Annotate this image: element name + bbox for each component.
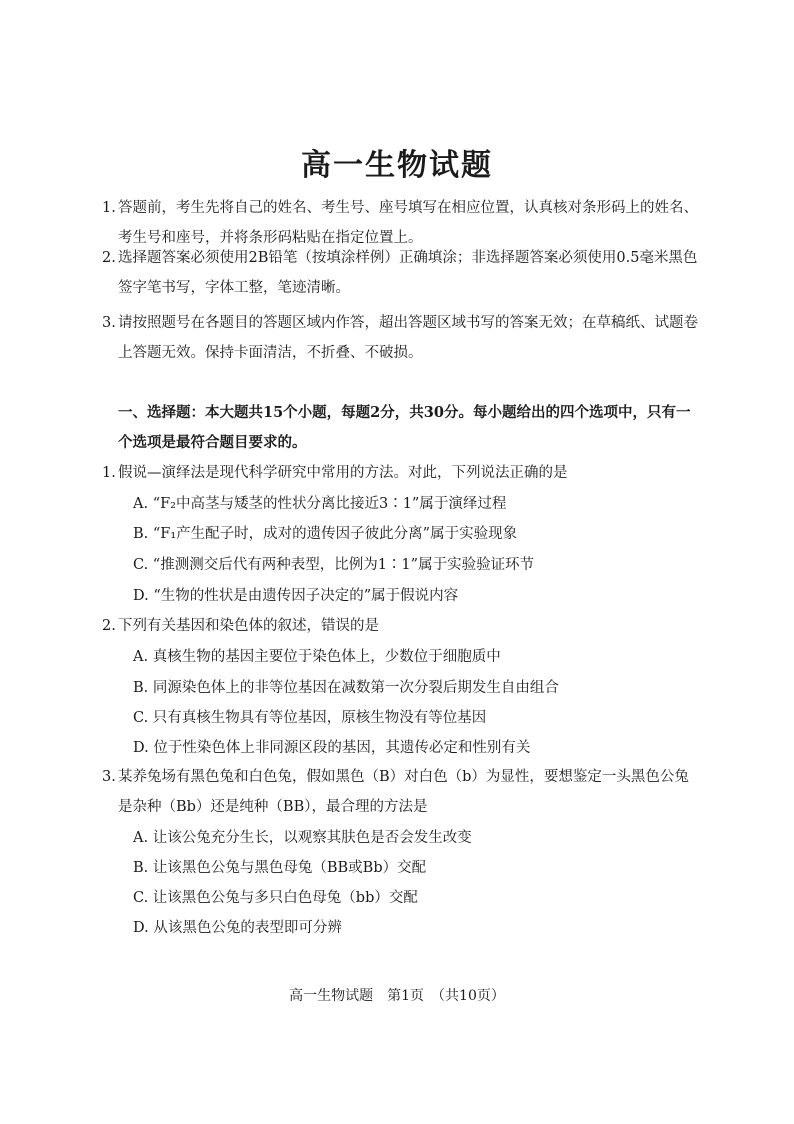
question-stem <box>102 611 698 641</box>
instruction-number: 2. <box>102 250 116 266</box>
option: A. “F₂中高茎与矮茎的性状分离比接近3∶1”属于演绎过程 <box>133 496 507 512</box>
instruction-number: 3. <box>102 315 116 331</box>
option: C. 让该黑色公兔与多只白色母兔（bb）交配 <box>133 890 418 906</box>
question-number: 1. <box>102 465 116 481</box>
option: C. “推测测交后代有两种表型，比例为1∶1”属于实验验证环节 <box>133 557 535 573</box>
instruction-item <box>102 243 698 303</box>
option: C. 只有真核生物具有等位基因，原核生物没有等位基因 <box>133 710 487 726</box>
page-footer: 高一生物试题 第1页 （共10页） <box>289 988 505 1004</box>
option: D. 位于性染色体上非同源区段的基因，其遗传必定和性别有关 <box>133 740 531 756</box>
option: D. “生物的性状是由遗传因子决定的”属于假说内容 <box>133 588 459 604</box>
question-stem <box>102 458 698 488</box>
section-heading: 一、选择题：本大题共15个小题，每题2分，共30分。每小题给出的四个选项中，只有一个选项是最符合题目要求的。 <box>118 404 691 451</box>
instruction-text: 答题前，考生先将自己的姓名、考生号、座号填写在相应位置，认真核对条形码上的姓名、考生号和座号，并将条形码粘贴在指定位置上。 <box>118 200 698 246</box>
option: A. 让该公兔充分生长，以观察其肤色是否会发生改变 <box>133 830 472 846</box>
question-text: 某养兔场有黑色兔和白色兔，假如黑色（B）对白色（b）为显性，要想鉴定一头黑色公兔是杂种（Bb）还是纯种（BB），最合理的方法是 <box>118 769 689 815</box>
option: B. 同源染色体上的非等位基因在减数第一次分裂后期发生自由组合 <box>133 680 559 696</box>
page-title: 高一生物试题 <box>301 148 493 183</box>
instruction-text: 选择题答案必须使用2B铅笔（按填涂样例）正确填涂；非选择题答案必须使用0.5毫米黑色签字笔书写，字体工整，笔迹清晰。 <box>118 250 698 296</box>
option: B. “F₁产生配子时，成对的遗传因子彼此分离”属于实验现象 <box>133 526 518 542</box>
question-text: 下列有关基因和染色体的叙述，错误的是 <box>118 618 379 634</box>
option: D. 从该黑色公兔的表型即可分辨 <box>133 920 342 936</box>
question-stem <box>102 762 698 822</box>
question-number: 3. <box>102 769 116 785</box>
option: A. 真核生物的基因主要位于染色体上，少数位于细胞质中 <box>133 649 501 665</box>
instruction-item <box>102 308 698 368</box>
option: B. 让该黑色公兔与黑色母兔（BB或Bb）交配 <box>133 860 427 876</box>
instruction-number: 1. <box>102 200 116 216</box>
question-number: 2. <box>102 618 116 634</box>
instruction-text: 请按照题号在各题目的答题区域内作答，超出答题区域书写的答案无效；在草稿纸、试题卷上答题无效。保持卡面清洁，不折叠、不破损。 <box>118 315 698 361</box>
question-text: 假说—演绎法是现代科学研究中常用的方法。对此，下列说法正确的是 <box>118 465 568 481</box>
